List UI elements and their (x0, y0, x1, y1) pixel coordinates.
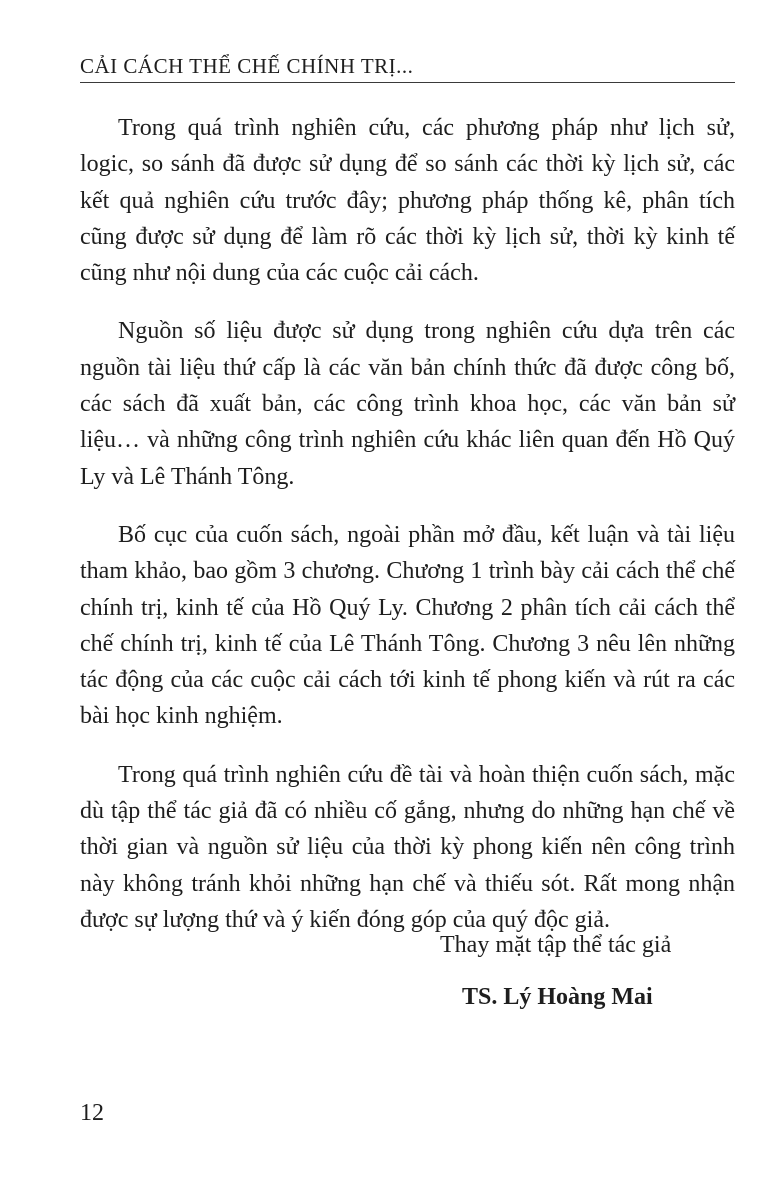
signature-name: TS. Lý Hoàng Mai (462, 984, 653, 1010)
paragraph-structure: Bố cục của cuốn sách, ngoài phần mở đầu, kết luận và tài liệu tham khảo, bao gồm 3 chương. Chương 1 trình bày cải cách thể chế chính trị, kinh tế của Hồ Quý Ly. Chương 2 phân tích cải cách thể chế chính trị, kinh tế của Lê Thánh Tông. Chương 3 nêu lên những tác động của các cuộc cải cách tới kinh tế phong kiến và rút ra các bài học kinh nghiệm. (80, 521, 735, 730)
header-title: CẢI CÁCH THỂ CHẾ CHÍNH TRỊ... (80, 54, 414, 78)
paragraph-sources: Nguồn số liệu được sử dụng trong nghiên cứu dựa trên các nguồn tài liệu thứ cấp là các văn bản chính thức đã được công bố, các sách đã xuất bản, các công trình khoa học, các văn bản sử liệu… và những công trình nghiên cứu khác liên quan đến Hồ Quý Ly và Lê Thánh Tông. (80, 318, 735, 490)
signature-line: Thay mặt tập thể tác giả (440, 932, 672, 958)
paragraph-acknowledgement: Trong quá trình nghiên cứu đề tài và hoàn thiện cuốn sách, mặc dù tập thể tác giả đã có nhiều cố gắng, nhưng do những hạn chế về thời gian và nguồn sử liệu của thời kỳ phong kiến nên công trình này không tránh khỏi những hạn chế và thiếu sót. Rất mong nhận được sự lượng thứ và ý kiến đóng góp của quý độc giả. (80, 761, 735, 933)
running-header (80, 52, 735, 83)
page-number: 12 (80, 1100, 104, 1126)
paragraph-methods: Trong quá trình nghiên cứu, các phương pháp như lịch sử, logic, so sánh đã được sử dụng để so sánh các thời kỳ lịch sử, các kết quả nghiên cứu trước đây; phương pháp thống kê, phân tích cũng được sử dụng để làm rõ các thời kỳ lịch sử, thời kỳ kinh tế cũng như nội dung của các cuộc cải cách. (80, 115, 735, 287)
body-text (80, 110, 735, 938)
